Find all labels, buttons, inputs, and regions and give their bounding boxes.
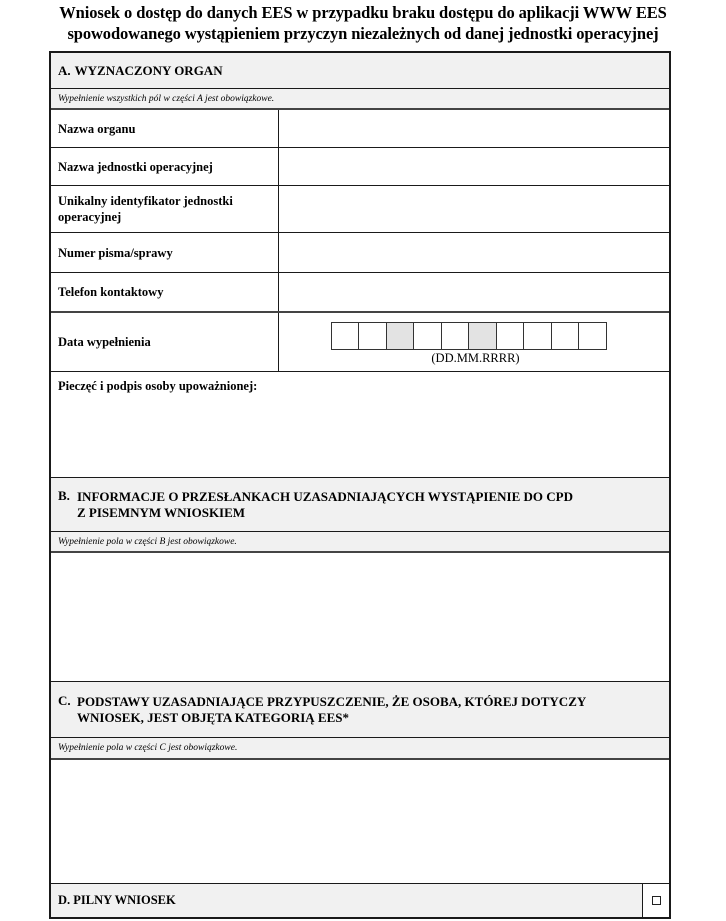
- section-c-header: [51, 682, 669, 738]
- date-box-y4[interactable]: [578, 322, 607, 350]
- date-box-y3[interactable]: [551, 322, 580, 350]
- field-row-nazwa-jednostki: [51, 148, 669, 186]
- section-a-header: [51, 53, 669, 89]
- field-label: Numer pisma/sprawy: [51, 233, 279, 272]
- date-box-d1[interactable]: [331, 322, 360, 350]
- field-row-numer-pisma: [51, 233, 669, 273]
- section-b-text-area[interactable]: [51, 553, 669, 682]
- title-line-1: Wniosek o dostęp do danych EES w przypadku braku dostępu do aplikacji WWW EES: [59, 3, 667, 22]
- section-c-text-area[interactable]: [51, 760, 669, 884]
- numer-pisma-input[interactable]: [279, 233, 669, 272]
- field-row-nazwa-organu: [51, 110, 669, 148]
- section-b-heading-line-1: INFORMACJE O PRZESŁANKACH UZASADNIAJĄCYCH WYSTĄPIENIE DO CPD: [77, 488, 573, 504]
- section-b-number: B.: [58, 488, 70, 503]
- section-b-heading-line-2: Z PISEMNYM WNIOSKIEM: [77, 504, 246, 520]
- section-d-row: [51, 884, 669, 917]
- section-c-instruction: Wypełnienie pola w części C jest obowiązkowe.: [51, 738, 669, 760]
- section-d-label: D. PILNY WNIOSEK: [51, 884, 643, 917]
- section-a-instruction: Wypełnienie wszystkich pól w części A jest obowiązkowe.: [51, 89, 669, 110]
- field-label: Telefon kontaktowy: [51, 273, 279, 311]
- date-box-y2[interactable]: [523, 322, 552, 350]
- field-row-identyfikator: [51, 186, 669, 233]
- field-label: Nazwa organu: [51, 110, 279, 147]
- date-box-m2[interactable]: [441, 322, 470, 350]
- nazwa-organu-input[interactable]: [279, 110, 669, 147]
- section-b-header: [51, 478, 669, 532]
- date-cell: [279, 313, 669, 371]
- signature-area[interactable]: [51, 372, 669, 478]
- title-line-2: spowodowanego wystąpieniem przyczyn niezależnych od danej jednostki operacyjnej: [67, 24, 659, 43]
- section-a-heading: WYZNACZONY ORGAN: [74, 62, 223, 78]
- document-title: [0, 2, 726, 44]
- form-frame: [49, 51, 671, 919]
- field-label: Unikalny identyfikator jednostki operacyjnej: [51, 186, 279, 232]
- field-label: Nazwa jednostki operacyjnej: [51, 148, 279, 185]
- section-c-heading-line-2: WNIOSEK, JEST OBJĘTA KATEGORIĄ EES*: [77, 709, 349, 725]
- section-b-instruction: Wypełnienie pola w części B jest obowiązkowe.: [51, 532, 669, 553]
- signature-label: Pieczęć i podpis osoby upoważnionej:: [58, 379, 258, 393]
- date-separator-box: [468, 322, 497, 350]
- urgent-checkbox-cell: [643, 884, 669, 917]
- date-separator-box: [386, 322, 415, 350]
- date-box-d2[interactable]: [358, 322, 387, 350]
- section-c-heading-line-1: PODSTAWY UZASADNIAJĄCE PRZYPUSZCZENIE, ŻE OSOBA, KTÓREJ DOTYCZY: [77, 693, 587, 709]
- nazwa-jednostki-input[interactable]: [279, 148, 669, 185]
- date-box-m1[interactable]: [413, 322, 442, 350]
- field-label: Data wypełnienia: [51, 313, 279, 371]
- urgent-request-checkbox[interactable]: [652, 896, 661, 905]
- section-c-number: C.: [58, 693, 71, 708]
- identyfikator-input[interactable]: [279, 186, 669, 232]
- date-format-hint: (DD.MM.RRRR): [431, 351, 520, 365]
- date-input-boxes: [332, 322, 607, 350]
- field-row-telefon: [51, 273, 669, 313]
- date-box-y1[interactable]: [496, 322, 525, 350]
- section-a-number: A.: [58, 62, 71, 78]
- telefon-input[interactable]: [279, 273, 669, 311]
- field-row-data: [51, 313, 669, 372]
